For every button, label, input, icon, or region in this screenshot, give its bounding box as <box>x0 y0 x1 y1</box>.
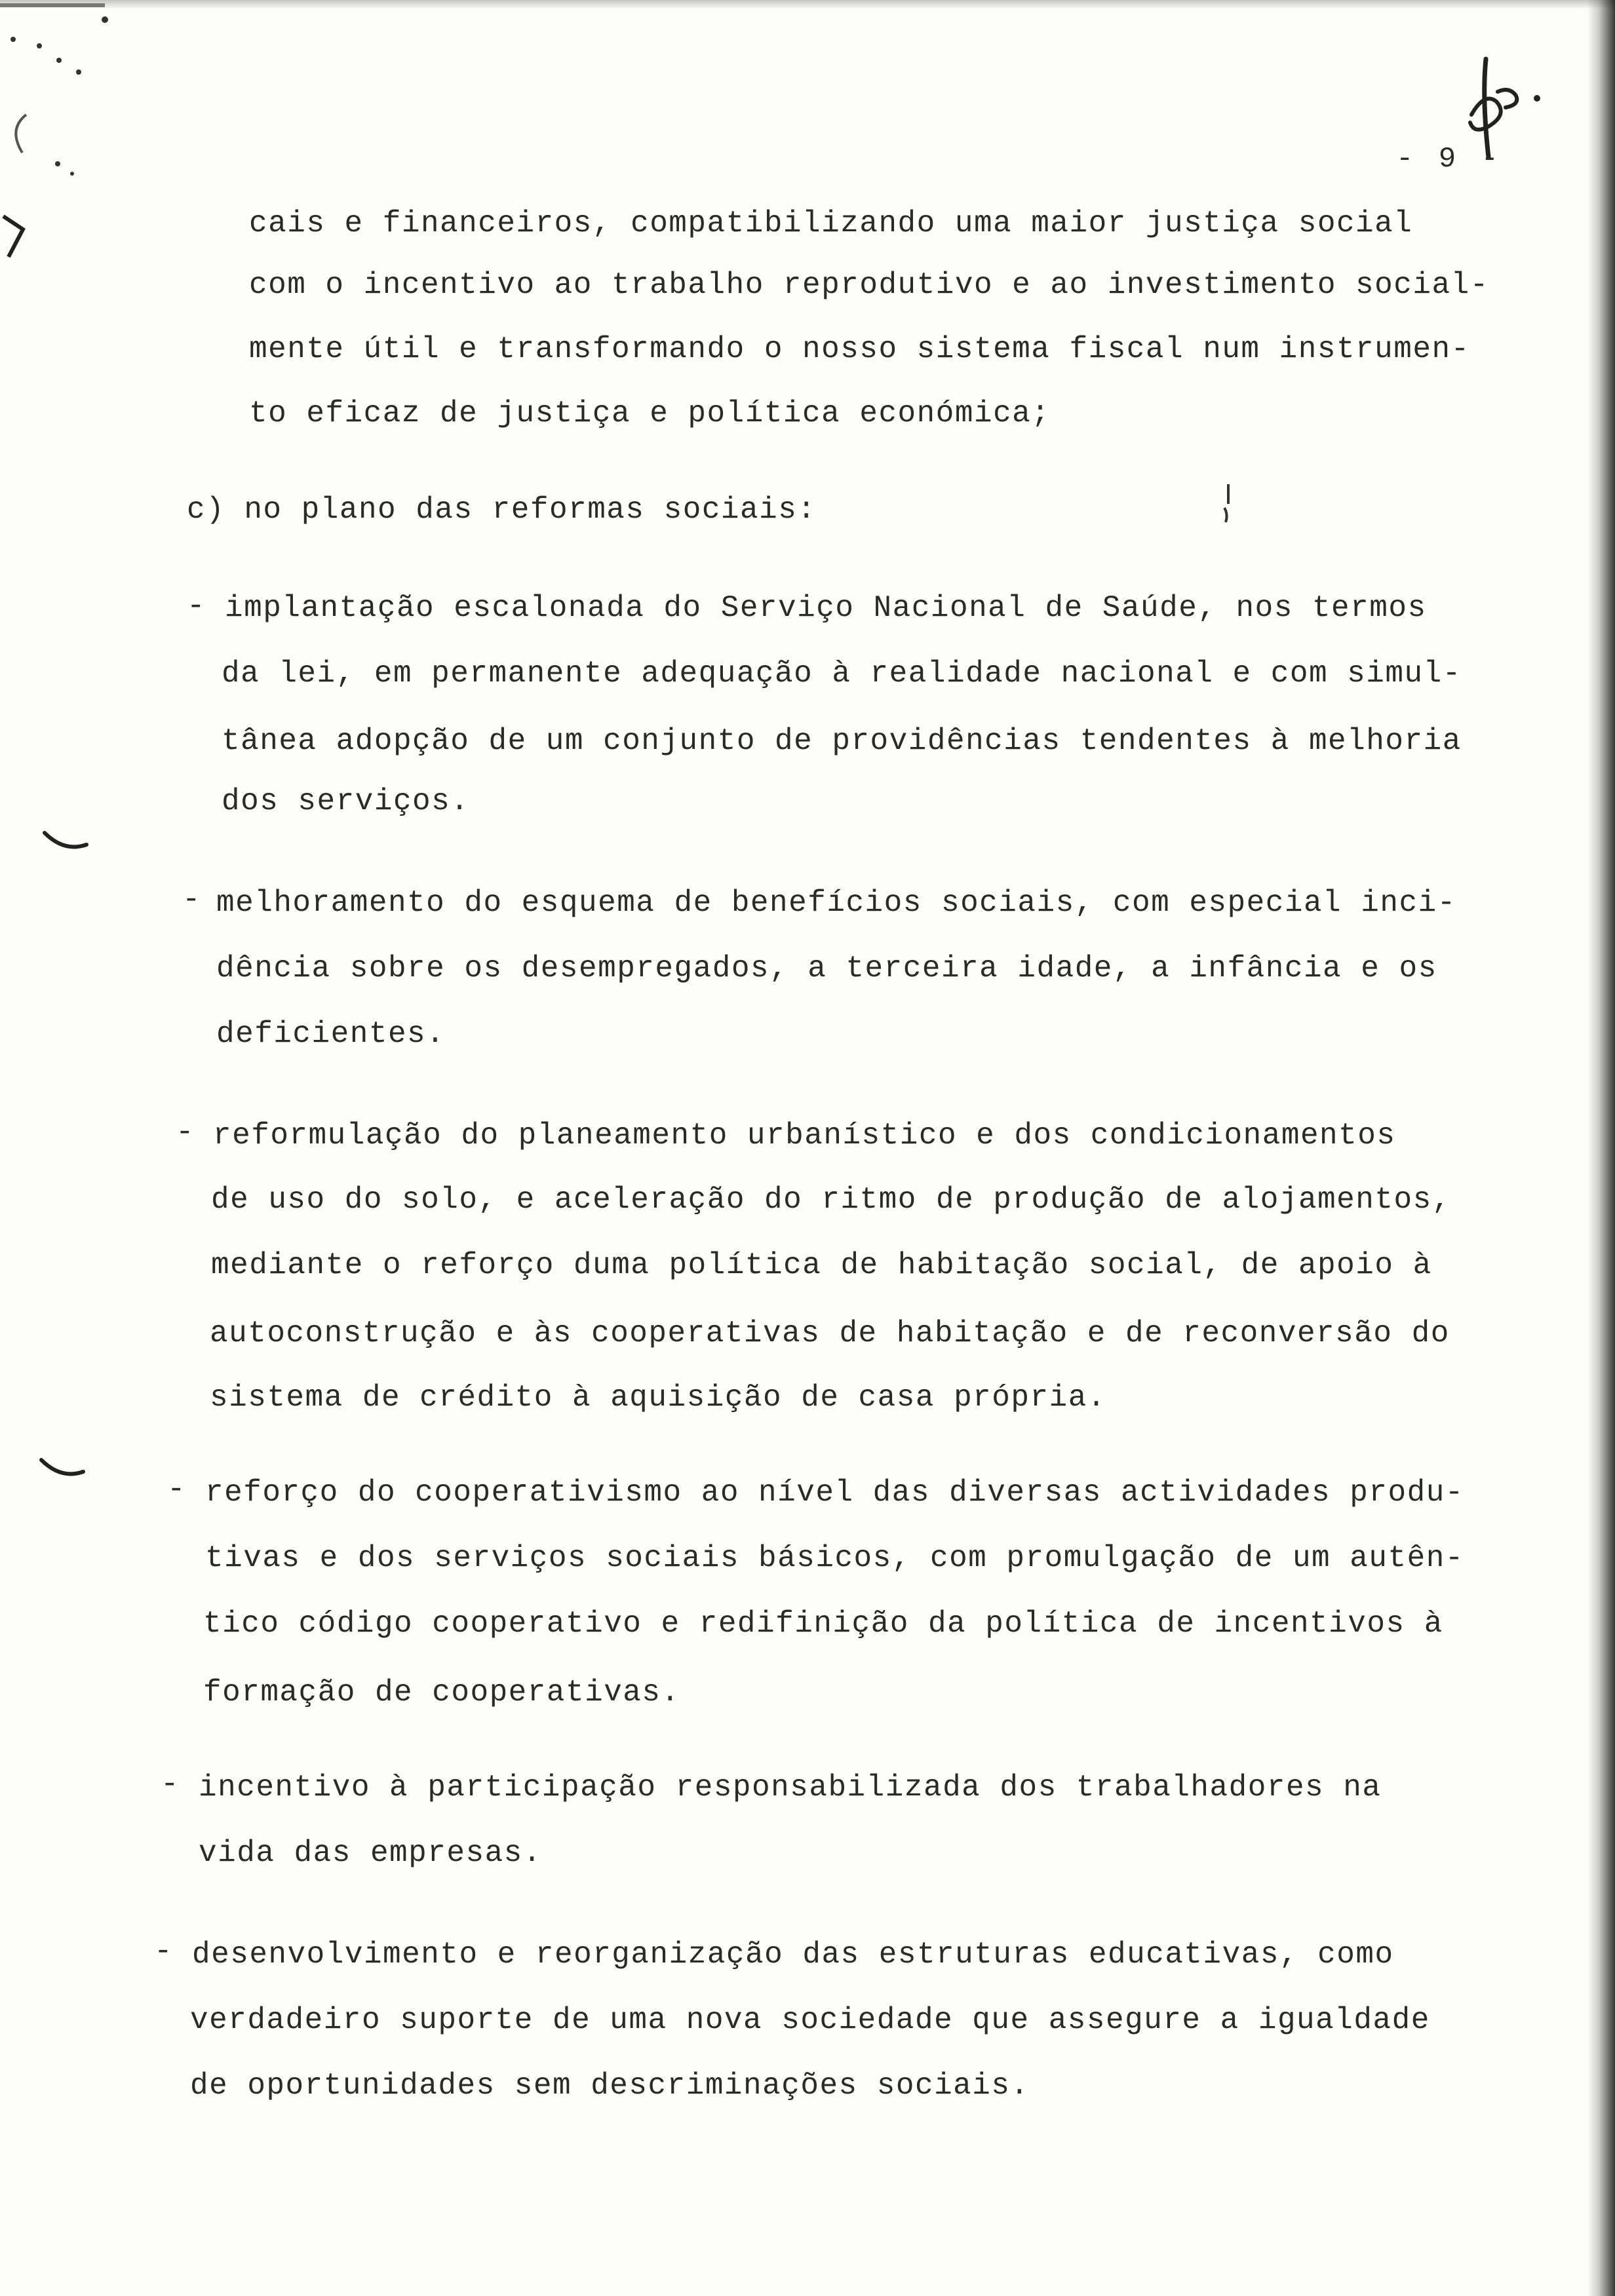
text-line: to eficaz de justiça e política económica; <box>249 396 1051 430</box>
list-bullet: - <box>176 1115 194 1149</box>
list-item-text: formação de cooperativas. <box>203 1675 680 1710</box>
list-item-text: autoconstrução e às cooperativas de habitação e de reconversão do <box>210 1316 1450 1350</box>
list-item-text: dos serviços. <box>222 784 470 818</box>
list-item-text: de oportunidades sem descriminações sociais. <box>190 2069 1030 2103</box>
list-item-text: da lei, em permanente adequação à realidade nacional e com simul- <box>222 657 1462 691</box>
list-item-text: deficientes. <box>216 1017 446 1051</box>
list-item-text: desenvolvimento e reorganização das estruturas educativas, como <box>192 1938 1394 1972</box>
list-item-text: sistema de crédito à aquisição de casa própria. <box>210 1381 1106 1415</box>
scan-margin-marks <box>0 0 131 275</box>
list-item-text: tico código cooperativo e redifinição da política de incentivos à <box>203 1607 1443 1641</box>
text-line: com o incentivo ao trabalho reprodutivo e ao investimento social- <box>249 268 1489 302</box>
list-bullet: - <box>182 883 201 917</box>
list-item-text: dência sobre os desempregados, a terceira idade, a infância e os <box>216 951 1437 985</box>
list-item-text: reforço do cooperativismo ao nível das diversas actividades produ- <box>205 1476 1464 1510</box>
list-item-text: melhoramento do esquema de benefícios sociais, com especial inci- <box>216 886 1456 920</box>
margin-tick-mark <box>1219 482 1235 527</box>
list-item-text: verdadeiro suporte de uma nova sociedade que assegure a igualdade <box>190 2003 1430 2037</box>
scan-edge-right <box>1587 0 1615 2296</box>
list-bullet: - <box>161 1767 179 1801</box>
margin-bracket-mark <box>39 829 92 855</box>
section-heading: c) no plano das reformas sociais: <box>187 493 817 527</box>
list-item-text: incentivo à participação responsabilizada dos trabalhadores na <box>199 1770 1382 1805</box>
list-item-text: mediante o reforço duma política de habitação social, de apoio à <box>211 1248 1432 1282</box>
list-item-text: reformulação do planeamento urbanístico e dos condicionamentos <box>213 1119 1396 1153</box>
list-bullet: - <box>167 1472 185 1506</box>
margin-bracket-mark <box>36 1456 88 1482</box>
list-item-text: tânea adopção de um conjunto de providências tendentes à melhoria <box>222 724 1462 758</box>
list-bullet: - <box>187 589 205 623</box>
list-bullet: - <box>154 1934 172 1968</box>
scan-edge-top <box>0 0 1615 9</box>
text-line: mente útil e transformando o nosso sistema fiscal num instrumen- <box>249 332 1470 366</box>
list-item-text: vida das empresas. <box>199 1836 542 1870</box>
page-number: - 9 - <box>1396 143 1503 176</box>
list-item-text: implantação escalonada do Serviço Nacional de Saúde, nos termos <box>225 591 1427 625</box>
list-item-text: tivas e dos serviços sociais básicos, com promulgação de um autên- <box>205 1541 1464 1575</box>
text-line: cais e financeiros, compatibilizando uma maior justiça social <box>249 206 1413 240</box>
list-item-text: de uso do solo, e aceleração do ritmo de produção de alojamentos, <box>211 1183 1451 1217</box>
